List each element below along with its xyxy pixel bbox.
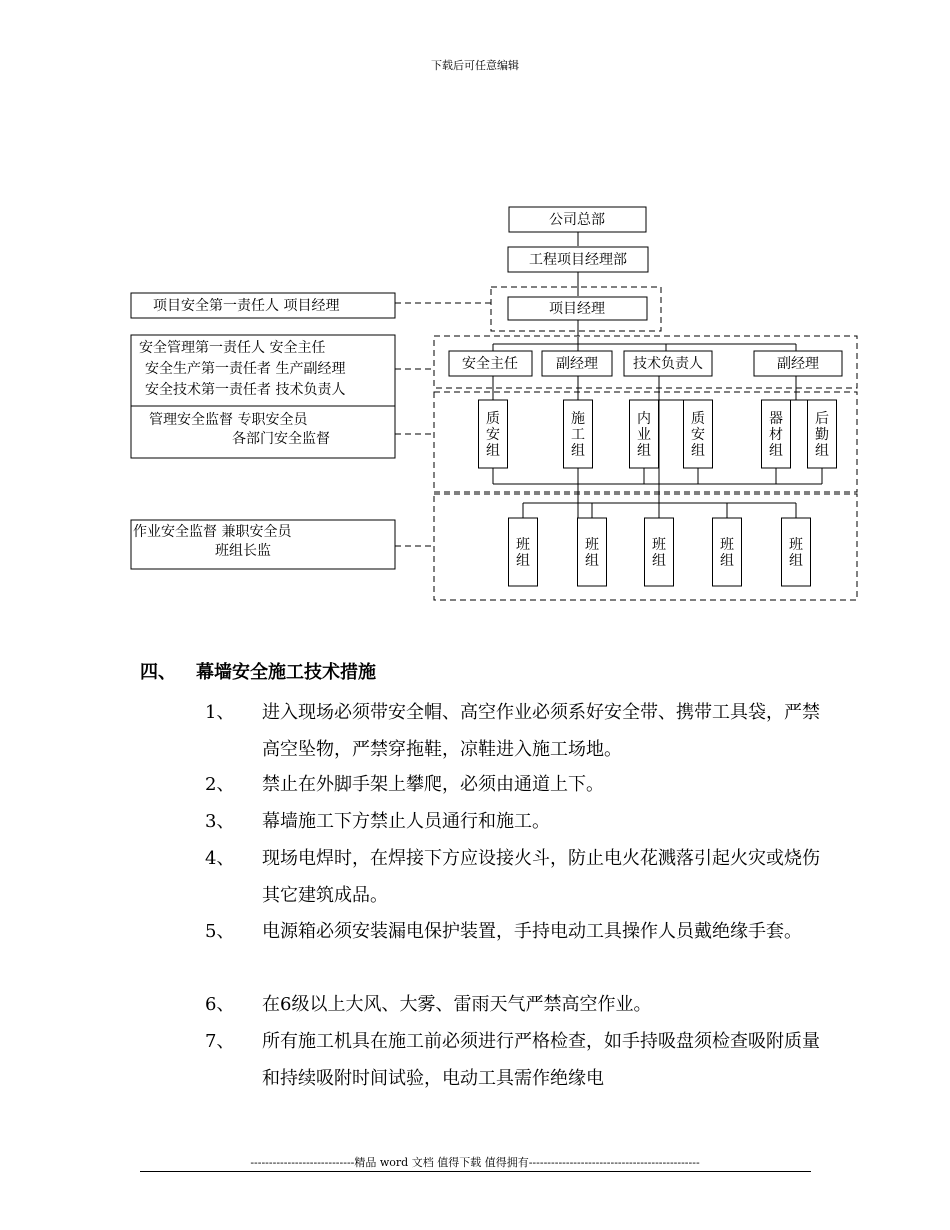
note-box-2-line: 安全管理第一责任人 安全主任 [139, 340, 326, 356]
item-number: 4、 [205, 848, 235, 869]
team-box-char: 班 [585, 536, 599, 553]
group-box [630, 400, 659, 468]
group-box-char: 质 [691, 410, 705, 427]
team-box [713, 518, 742, 586]
team-box [509, 518, 538, 586]
group-box-char: 施 [571, 410, 585, 427]
group-box-char: 质 [486, 410, 500, 427]
item-text: 现场电焊时，在焊接下方应设接火斗，防止电火花溅落引起火灾或烧伤其它建筑成品。 [262, 848, 820, 906]
item-number: 6、 [205, 994, 235, 1015]
node-deputy-manager-2 [754, 351, 842, 376]
group-box-char: 业 [637, 426, 651, 443]
page-header: 下载后可任意编辑 [431, 59, 519, 72]
group-box [762, 400, 791, 468]
item-number: 7、 [205, 1031, 235, 1052]
item-text: 电源箱必须安装漏电保护装置，手持电动工具操作人员戴绝缘手套。 [262, 921, 802, 942]
team-box [782, 518, 811, 586]
note-box-2-line: 安全技术第一责任者 技术负责人 [145, 382, 346, 398]
group-box-char: 组 [571, 442, 585, 459]
section-title: 幕墙安全施工技术措施 [196, 662, 376, 683]
team-box-char: 班 [789, 536, 803, 553]
node-safety-director [449, 351, 532, 376]
level2-label: 技术负责人 [633, 356, 703, 372]
group-box-char: 后 [815, 410, 829, 427]
page-footer: ----------------------------精品 word 文档 值得下载 值得拥有---------------------------------------------- [250, 1156, 700, 1169]
team-boxes [509, 518, 811, 586]
node-company-hq-label: 公司总部 [549, 212, 605, 228]
level2-label: 副经理 [777, 356, 819, 372]
group-box [808, 400, 837, 468]
item-text: 在6级以上大风、大雾、雷雨天气严禁高空作业。 [262, 994, 652, 1015]
group-box-char: 组 [486, 442, 500, 459]
item-text: 进入现场必须带安全帽、高空作业必须系好安全带、携带工具袋，严禁高空坠物，严禁穿拖鞋，凉鞋进入施工场地。 [262, 702, 820, 760]
list-item [205, 1023, 825, 1097]
node-deputy-manager-1 [542, 351, 612, 376]
note-box-2-line: 安全生产第一责任者 生产副经理 [145, 361, 346, 377]
node-company-hq [509, 207, 646, 232]
group-box-char: 安 [691, 426, 705, 443]
item-text: 禁止在外脚手架上攀爬，必须由通道上下。 [262, 774, 604, 795]
note-box-1 [131, 293, 395, 318]
group-box-char: 组 [769, 442, 783, 459]
node-project-manager-label: 项目经理 [549, 301, 605, 317]
section-heading [140, 658, 376, 684]
footer-rule [140, 1171, 811, 1172]
note-box-4 [131, 520, 395, 569]
list-item [205, 913, 825, 950]
node-project-dept [508, 247, 648, 272]
section-number: 四、 [140, 662, 176, 683]
group-box-char: 材 [769, 426, 783, 443]
note-box-4-line: 班组长监 [215, 543, 271, 559]
group-box-char: 内 [637, 410, 651, 427]
group-box-char: 组 [691, 442, 705, 459]
item-number: 3、 [205, 811, 235, 832]
group-box-char: 工 [571, 426, 585, 443]
item-number: 1、 [205, 702, 235, 723]
level2-label: 副经理 [556, 356, 598, 372]
node-technical-lead [624, 351, 712, 376]
item-text: 幕墙施工下方禁止人员通行和施工。 [262, 811, 550, 832]
team-box-char: 组 [720, 552, 734, 569]
group-box [684, 400, 713, 468]
list-item [205, 840, 825, 914]
node-project-dept-label: 工程项目经理部 [529, 252, 627, 268]
group-boxes [479, 400, 837, 468]
list-item [205, 986, 825, 1023]
note-box-3-line: 管理安全监督 专职安全员 [149, 412, 308, 428]
list-item [205, 803, 825, 840]
team-box [645, 518, 674, 586]
team-box-char: 组 [652, 552, 666, 569]
team-box-char: 组 [789, 552, 803, 569]
note-box-2 [131, 335, 395, 458]
node-project-manager [508, 297, 647, 320]
group-box [479, 400, 508, 468]
team-box-char: 组 [516, 552, 530, 569]
level2-label: 安全主任 [462, 356, 518, 372]
item-number: 2、 [205, 774, 235, 795]
item-number: 5、 [205, 921, 235, 942]
note-box-1-text: 项目安全第一责任人 项目经理 [153, 298, 340, 314]
note-box-3-line: 各部门安全监督 [232, 431, 330, 447]
list-item [205, 694, 825, 768]
note-box-4-line: 作业安全监督 兼职安全员 [133, 524, 292, 540]
group-box-char: 组 [815, 442, 829, 459]
group-box [564, 400, 593, 468]
list-item [205, 766, 825, 803]
team-box-char: 组 [585, 552, 599, 569]
team-box [578, 518, 607, 586]
group-box-char: 安 [486, 426, 500, 443]
team-box-char: 班 [652, 536, 666, 553]
team-box-char: 班 [516, 536, 530, 553]
team-box-char: 班 [720, 536, 734, 553]
group-box-char: 勤 [815, 426, 829, 443]
item-text: 所有施工机具在施工前必须进行严格检查，如手持吸盘须检查吸附质量和持续吸附时间试验，电动工具需作绝缘电 [262, 1031, 820, 1089]
group-box-char: 器 [769, 410, 783, 427]
group-box-char: 组 [637, 442, 651, 459]
